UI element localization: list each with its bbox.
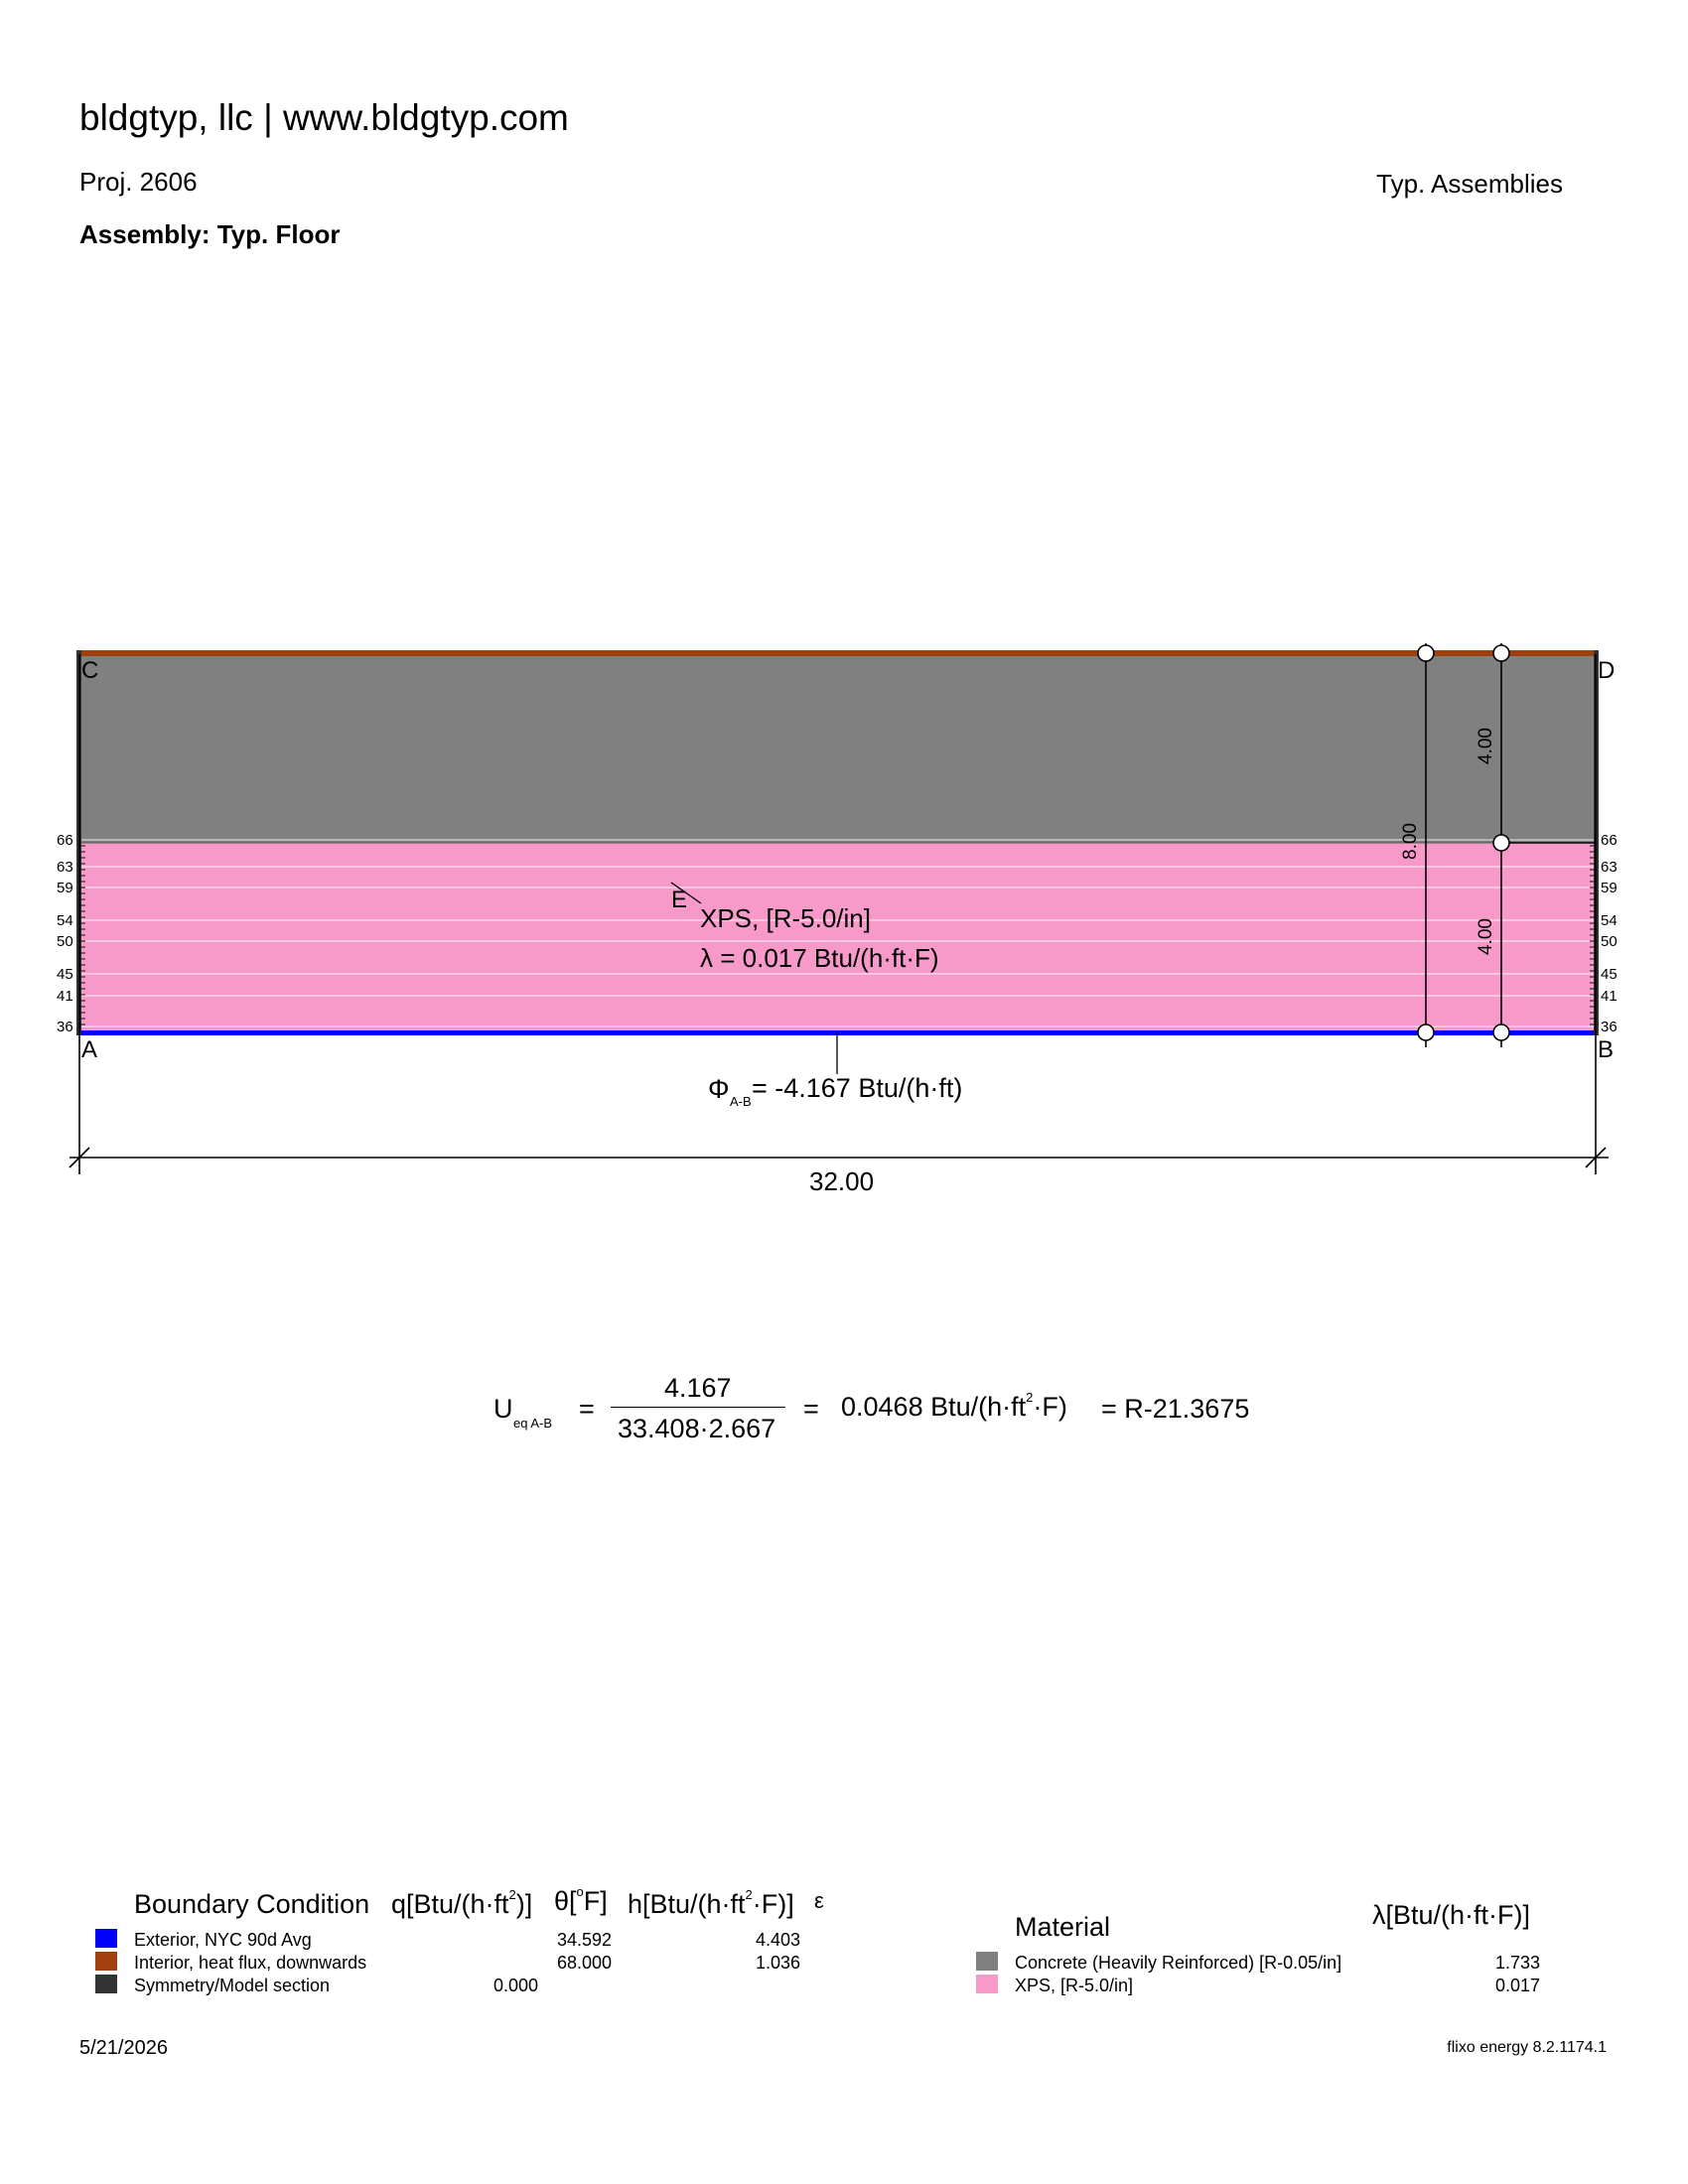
isotherm-label-left: 50	[57, 933, 73, 950]
isotherm-label-right: 45	[1601, 966, 1618, 983]
u-subscript: eq A-B	[513, 1416, 553, 1431]
corner-label-c: C	[81, 657, 99, 684]
isotherm-label-right: 63	[1601, 859, 1618, 876]
isotherm-label-left: 36	[57, 1019, 73, 1035]
isotherm-label-left: 66	[57, 832, 73, 849]
xps-layer	[79, 843, 1596, 1032]
boundary-col-epsilon: ε	[814, 1888, 824, 1913]
corner-label-b: B	[1598, 1036, 1615, 1063]
height-dimension-upper: 4.00	[1476, 728, 1496, 764]
boundary-row-q: 0.000	[492, 1976, 538, 1995]
project-number: Proj. 2606	[79, 167, 198, 197]
isotherm-label-left: 54	[57, 912, 73, 929]
material-row-lambda: 1.733	[1494, 1953, 1540, 1973]
material-row-lambda: 0.017	[1494, 1976, 1540, 1995]
isotherm-label-right: 59	[1601, 880, 1618, 896]
isotherm-label-left: 41	[57, 988, 73, 1005]
boundary-swatch-interior	[95, 1952, 117, 1971]
boundary-col-theta: θ[$^o$F]	[554, 1884, 608, 1916]
isotherm-label-left: 63	[57, 859, 73, 876]
boundary-row-theta: 34.592	[556, 1930, 612, 1950]
equals-sign-1: =	[579, 1394, 595, 1424]
material-tag: E	[671, 887, 688, 913]
r-value: = R-21.3675	[1101, 1394, 1250, 1424]
material-table-title: Material	[1015, 1912, 1111, 1942]
flux-subscript: A-B	[730, 1094, 752, 1109]
u-value-formula	[493, 1368, 1288, 1457]
u-result-sup: 2	[1026, 1390, 1034, 1405]
material-swatch-xps	[976, 1975, 998, 1993]
height-dimension-lower: 4.00	[1476, 918, 1496, 955]
company-name: bldgtyp, llc | www.bldgtyp.com	[79, 97, 569, 138]
boundary-row-name: Exterior, NYC 90d Avg	[134, 1930, 312, 1950]
width-dimension-text: 32.00	[809, 1166, 875, 1196]
boundary-col-q: $q[Btu/(h\cdot ft^2)]$	[391, 1887, 533, 1919]
material-row-name: Concrete (Heavily Reinforced) [R-0.05/in]	[1015, 1953, 1342, 1973]
isotherm-label-right: 54	[1601, 912, 1618, 929]
isotherm-label-right: 66	[1601, 832, 1618, 849]
boundary-row-name: Interior, heat flux, downwards	[134, 1953, 367, 1973]
boundary-swatch-exterior	[95, 1929, 117, 1948]
isotherm-labels-left	[57, 832, 73, 1035]
boundary-row-h: 4.403	[755, 1930, 800, 1950]
isotherm-label-right: 36	[1601, 1019, 1618, 1035]
set-name: Typ. Assemblies	[1376, 169, 1563, 199]
u-result-prefix: 0.0468 Btu/(h·ft	[841, 1392, 1027, 1422]
equals-sign-2: =	[803, 1394, 819, 1424]
denominator: 33.408·2.667	[618, 1414, 776, 1443]
isotherm-label-left: 45	[57, 966, 73, 983]
fraction-bar	[611, 1407, 785, 1408]
boundary-row-theta: 68.000	[556, 1953, 612, 1973]
material-label: XPS, [R-5.0/in]	[700, 903, 871, 933]
isotherm-label-left: 59	[57, 880, 73, 896]
u-result	[841, 1392, 1067, 1423]
software-version: flixo energy 8.2.1174.1	[1447, 2039, 1607, 2056]
isotherm-label-right: 41	[1601, 988, 1618, 1005]
material-swatch-concrete	[976, 1952, 998, 1971]
flux-value: = -4.167 Btu/(h·ft)	[752, 1073, 963, 1103]
boundary-swatch-symmetry	[95, 1975, 117, 1993]
boundary-row-h: 1.036	[755, 1953, 800, 1973]
numerator: 4.167	[664, 1373, 732, 1403]
concrete-layer	[79, 653, 1596, 843]
corner-label-a: A	[81, 1036, 98, 1063]
isotherm-labels-right	[1601, 832, 1618, 1035]
material-row-name: XPS, [R-5.0/in]	[1015, 1976, 1134, 1995]
material-col-lambda: λ[Btu/(h·ft·F)]	[1372, 1900, 1531, 1930]
flux-symbol: Φ	[708, 1074, 730, 1104]
u-result-suffix: ·F)	[1033, 1392, 1067, 1422]
report-date: 5/21/2026	[79, 2037, 168, 2059]
u-symbol: U	[493, 1394, 513, 1424]
conductivity-label: λ = 0.017 Btu/(h·ft·F)	[700, 943, 939, 973]
boundary-table-title: Boundary Condition	[134, 1889, 370, 1919]
interior-boundary	[79, 650, 1596, 656]
boundary-col-h: $h[Btu/(h\cdot ft^2\cdot F)]$	[628, 1887, 794, 1919]
corner-label-d: D	[1598, 657, 1616, 684]
height-dimension-total: 8.00	[1400, 823, 1421, 860]
boundary-row-name: Symmetry/Model section	[134, 1976, 331, 1995]
isotherm-label-right: 50	[1601, 933, 1618, 950]
assembly-title: Assembly: Typ. Floor	[79, 219, 341, 249]
